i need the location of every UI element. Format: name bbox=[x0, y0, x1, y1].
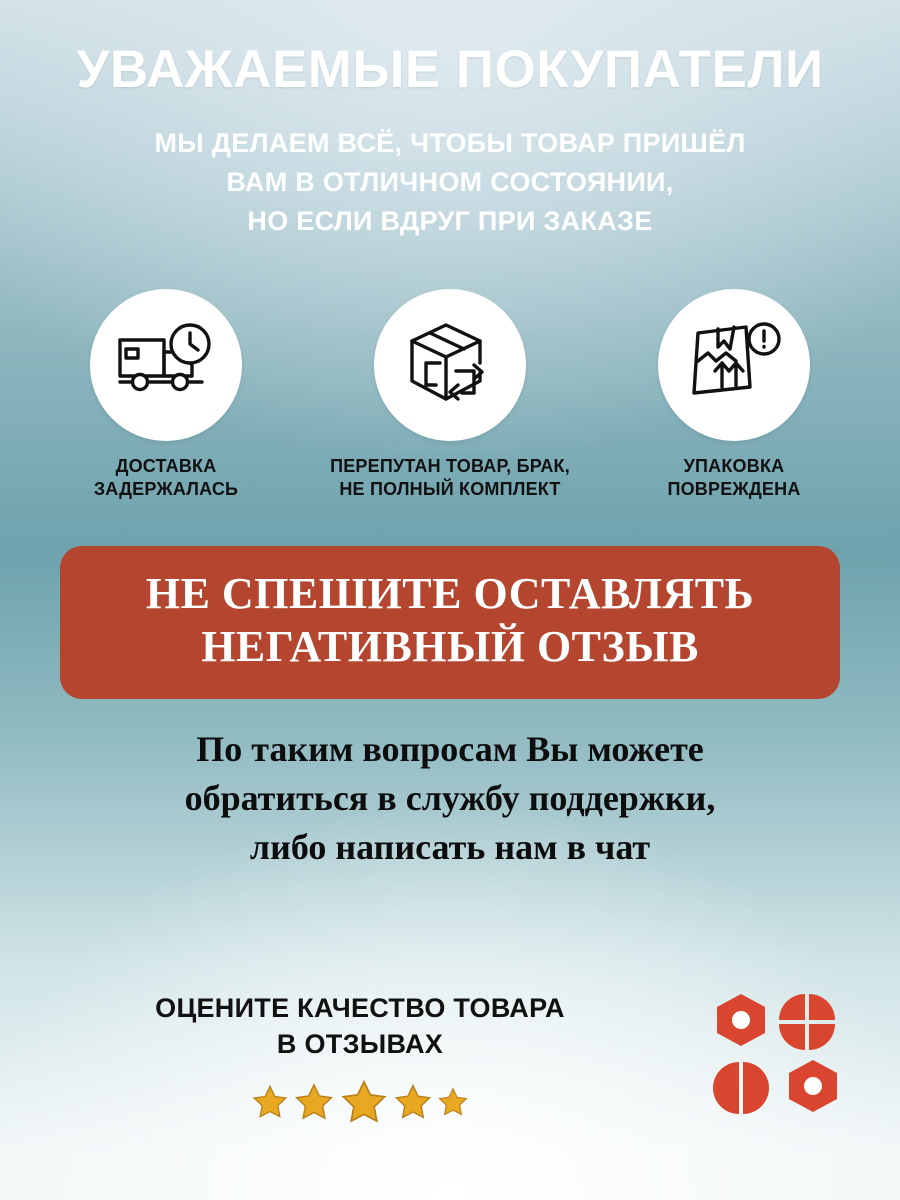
case-item-damaged-package bbox=[624, 289, 844, 502]
case-icon-circle bbox=[374, 289, 526, 441]
banner-line-2: НЕГАТИВНЫЙ ОТЗЫВ bbox=[201, 621, 699, 671]
box-return-arrow-icon bbox=[400, 317, 500, 414]
rate-text bbox=[100, 990, 620, 1063]
star-rating bbox=[100, 1077, 620, 1133]
case-icon-circle bbox=[90, 289, 242, 441]
case-caption-line-2: ЗАДЕРЖАЛАСЬ bbox=[93, 479, 239, 500]
banner-line-1: НЕ СПЕШИТЕ ОСТАВЛЯТЬ bbox=[145, 568, 755, 618]
case-item-delivery-delayed bbox=[56, 289, 276, 502]
case-caption-line-1: ПЕРЕПУТАН ТОВАР, БРАК, bbox=[330, 456, 570, 477]
hardware-logo-icon bbox=[708, 992, 848, 1120]
case-caption bbox=[330, 455, 570, 502]
support-line-1: По таким вопросам Вы можете bbox=[196, 729, 704, 770]
case-caption-line-2: ПОВРЕЖДЕНА bbox=[667, 479, 801, 500]
brand-logo bbox=[708, 992, 848, 1120]
case-caption bbox=[667, 455, 800, 502]
subtitle-line-3: НО ЕСЛИ ВДРУГ ПРИ ЗАКАЗЕ bbox=[247, 205, 653, 236]
damaged-package-icon bbox=[684, 317, 784, 414]
star-icon bbox=[436, 1085, 470, 1124]
subtitle-text bbox=[100, 124, 800, 241]
case-caption bbox=[94, 455, 238, 502]
support-text bbox=[80, 725, 820, 871]
star-icon bbox=[392, 1081, 434, 1128]
footer bbox=[0, 978, 900, 1168]
subtitle-line-1: МЫ ДЕЛАЕМ ВСЁ, ЧТОБЫ ТОВАР ПРИШЁЛ bbox=[154, 127, 746, 158]
delivery-truck-clock-icon bbox=[114, 322, 218, 409]
warning-banner bbox=[60, 546, 840, 700]
rate-line-2: В ОТЗЫВАХ bbox=[276, 1029, 444, 1060]
subtitle-line-2: ВАМ В ОТЛИЧНОМ СОСТОЯНИИ, bbox=[226, 166, 674, 197]
support-line-2: обратиться в службу поддержки, bbox=[184, 778, 716, 819]
case-caption-line-1: ДОСТАВКА bbox=[115, 456, 217, 477]
star-icon bbox=[250, 1082, 290, 1127]
case-caption-line-1: УПАКОВКА bbox=[683, 456, 785, 477]
case-item-wrong-item bbox=[330, 289, 570, 502]
rate-line-1: ОЦЕНИТЕ КАЧЕСТВО ТОВАРА bbox=[155, 993, 565, 1023]
case-caption-line-2: НЕ ПОЛНЫЙ КОМПЛЕКТ bbox=[339, 479, 561, 500]
case-icon-circle bbox=[658, 289, 810, 441]
page-title: УВАЖАЕМЫЕ ПОКУПАТЕЛИ bbox=[76, 40, 824, 99]
rate-block bbox=[100, 990, 620, 1133]
support-line-3: либо написать нам в чат bbox=[249, 826, 651, 867]
cases-row bbox=[28, 289, 872, 502]
star-icon bbox=[338, 1076, 390, 1133]
star-icon bbox=[292, 1080, 336, 1129]
